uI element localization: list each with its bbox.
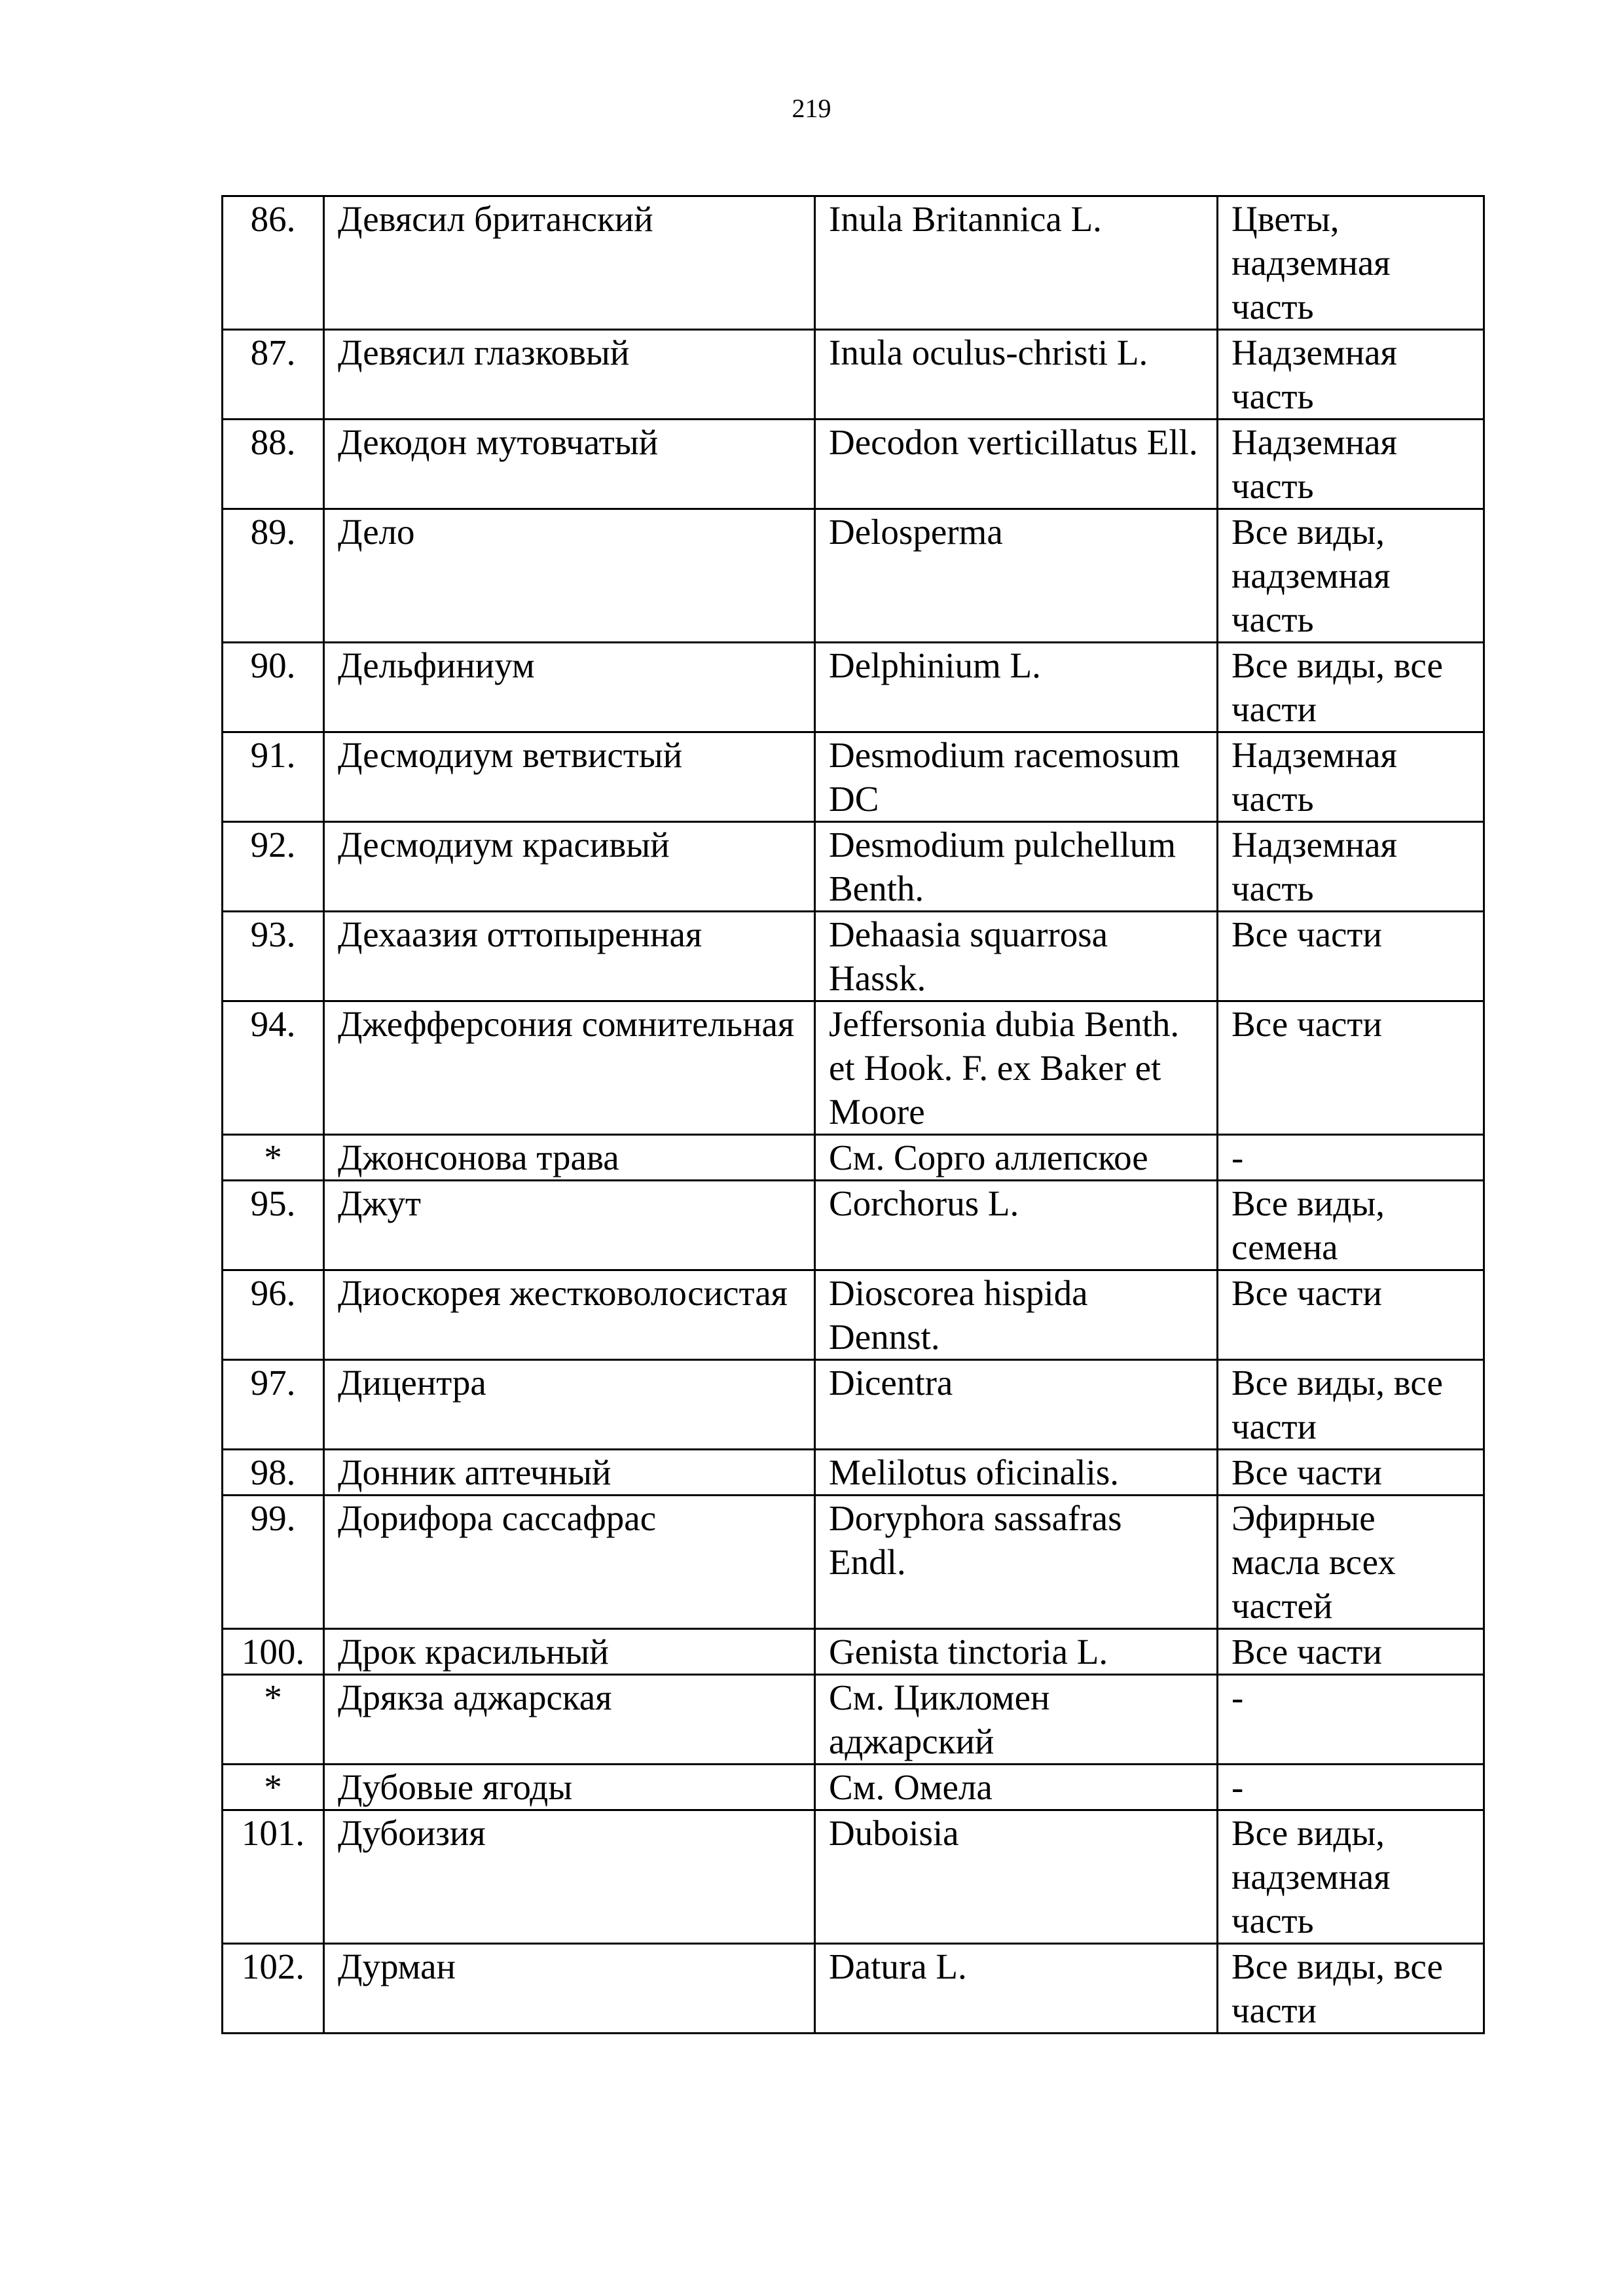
- row-number-cell: 95.: [223, 1181, 324, 1270]
- table-row: [223, 1001, 1484, 1135]
- russian-name-cell: Дехаазия оттопыренная: [324, 912, 815, 1001]
- latin-name-cell: Inula oculus-christi L.: [815, 330, 1218, 420]
- toxic-part-cell: Все виды, все части: [1218, 1944, 1484, 2034]
- toxic-part-cell: Надземная часть: [1218, 822, 1484, 912]
- russian-name-cell: Дубоизия: [324, 1810, 815, 1944]
- row-number-cell: 86.: [223, 196, 324, 330]
- toxic-part-cell: -: [1218, 1675, 1484, 1765]
- latin-name-cell: Inula Britannica L.: [815, 196, 1218, 330]
- latin-name-cell: См. Сорго аллепское: [815, 1135, 1218, 1181]
- toxic-part-cell: Все виды, надземная часть: [1218, 509, 1484, 643]
- toxic-part-cell: Надземная часть: [1218, 330, 1484, 420]
- latin-name-cell: Genista tinctoria L.: [815, 1629, 1218, 1675]
- row-number-cell: 87.: [223, 330, 324, 420]
- russian-name-cell: Дело: [324, 509, 815, 643]
- table-row: [223, 1675, 1484, 1765]
- latin-name-cell: Delosperma: [815, 509, 1218, 643]
- plant-table-body: [223, 196, 1484, 2034]
- russian-name-cell: Девясил британский: [324, 196, 815, 330]
- toxic-part-cell: Надземная часть: [1218, 732, 1484, 822]
- row-number-cell: 90.: [223, 643, 324, 732]
- latin-name-cell: См. Цикломен аджарский: [815, 1675, 1218, 1765]
- toxic-part-cell: Все части: [1218, 912, 1484, 1001]
- row-number-cell: 99.: [223, 1496, 324, 1629]
- row-number-cell: 100.: [223, 1629, 324, 1675]
- toxic-part-cell: Все части: [1218, 1001, 1484, 1135]
- row-number-cell: 96.: [223, 1270, 324, 1360]
- row-number-cell: 102.: [223, 1944, 324, 2034]
- table-row: [223, 1360, 1484, 1450]
- toxic-part-cell: Цветы, надземная часть: [1218, 196, 1484, 330]
- toxic-part-cell: Все виды, все части: [1218, 643, 1484, 732]
- russian-name-cell: Дрок красильный: [324, 1629, 815, 1675]
- russian-name-cell: Донник аптечный: [324, 1450, 815, 1496]
- russian-name-cell: Десмодиум красивый: [324, 822, 815, 912]
- toxic-part-cell: -: [1218, 1135, 1484, 1181]
- row-number-cell: 94.: [223, 1001, 324, 1135]
- toxic-part-cell: Все виды, надземная часть: [1218, 1810, 1484, 1944]
- table-row: [223, 330, 1484, 420]
- latin-name-cell: Desmodium racemosum DC: [815, 732, 1218, 822]
- toxic-part-cell: Все части: [1218, 1450, 1484, 1496]
- table-row: [223, 1810, 1484, 1944]
- row-number-cell: 93.: [223, 912, 324, 1001]
- row-number-cell: 91.: [223, 732, 324, 822]
- table-row: [223, 1944, 1484, 2034]
- table-row: [223, 1450, 1484, 1496]
- table-row: [223, 1496, 1484, 1629]
- toxic-part-cell: Эфирные масла всех частей: [1218, 1496, 1484, 1629]
- latin-name-cell: См. Омела: [815, 1765, 1218, 1810]
- latin-name-cell: Dioscorea hispida Dennst.: [815, 1270, 1218, 1360]
- latin-name-cell: Decodon verticillatus Ell.: [815, 420, 1218, 509]
- russian-name-cell: Диоскорея жестковолосистая: [324, 1270, 815, 1360]
- latin-name-cell: Desmodium pulchellum Benth.: [815, 822, 1218, 912]
- row-number-cell: 98.: [223, 1450, 324, 1496]
- russian-name-cell: Девясил глазковый: [324, 330, 815, 420]
- table-row: [223, 912, 1484, 1001]
- russian-name-cell: Дубовые ягоды: [324, 1765, 815, 1810]
- russian-name-cell: Джефферсония сомнительная: [324, 1001, 815, 1135]
- plant-table: [221, 195, 1485, 2034]
- latin-name-cell: Dicentra: [815, 1360, 1218, 1450]
- table-row: [223, 822, 1484, 912]
- russian-name-cell: Джут: [324, 1181, 815, 1270]
- table-row: [223, 1181, 1484, 1270]
- table-row: [223, 1765, 1484, 1810]
- russian-name-cell: Джонсонова трава: [324, 1135, 815, 1181]
- latin-name-cell: Jeffersonia dubia Benth. et Hook. F. ex Baker et Moore: [815, 1001, 1218, 1135]
- row-number-cell: 101.: [223, 1810, 324, 1944]
- table-row: [223, 1629, 1484, 1675]
- latin-name-cell: Corchorus L.: [815, 1181, 1218, 1270]
- table-row: [223, 732, 1484, 822]
- russian-name-cell: Дрякза аджарская: [324, 1675, 815, 1765]
- latin-name-cell: Doryphora sassafras Endl.: [815, 1496, 1218, 1629]
- row-number-cell: 89.: [223, 509, 324, 643]
- russian-name-cell: Дицентра: [324, 1360, 815, 1450]
- toxic-part-cell: Надземная часть: [1218, 420, 1484, 509]
- toxic-part-cell: Все части: [1218, 1270, 1484, 1360]
- russian-name-cell: Десмодиум ветвистый: [324, 732, 815, 822]
- table-row: [223, 509, 1484, 643]
- toxic-part-cell: Все виды, все части: [1218, 1360, 1484, 1450]
- row-number-cell: *: [223, 1675, 324, 1765]
- russian-name-cell: Дельфиниум: [324, 643, 815, 732]
- toxic-part-cell: Все части: [1218, 1629, 1484, 1675]
- table-row: [223, 1270, 1484, 1360]
- table-row: [223, 643, 1484, 732]
- toxic-part-cell: -: [1218, 1765, 1484, 1810]
- russian-name-cell: Дорифора сассафрас: [324, 1496, 815, 1629]
- latin-name-cell: Datura L.: [815, 1944, 1218, 2034]
- toxic-part-cell: Все виды, семена: [1218, 1181, 1484, 1270]
- row-number-cell: 88.: [223, 420, 324, 509]
- row-number-cell: *: [223, 1135, 324, 1181]
- latin-name-cell: Delphinium L.: [815, 643, 1218, 732]
- latin-name-cell: Duboisia: [815, 1810, 1218, 1944]
- table-row: [223, 420, 1484, 509]
- row-number-cell: 92.: [223, 822, 324, 912]
- latin-name-cell: Dehaasia squarrosa Hassk.: [815, 912, 1218, 1001]
- table-row: [223, 196, 1484, 330]
- row-number-cell: *: [223, 1765, 324, 1810]
- table-row: [223, 1135, 1484, 1181]
- row-number-cell: 97.: [223, 1360, 324, 1450]
- russian-name-cell: Дурман: [324, 1944, 815, 2034]
- latin-name-cell: Melilotus oficinalis.: [815, 1450, 1218, 1496]
- russian-name-cell: Декодон мутовчатый: [324, 420, 815, 509]
- page-number: 219: [792, 94, 831, 123]
